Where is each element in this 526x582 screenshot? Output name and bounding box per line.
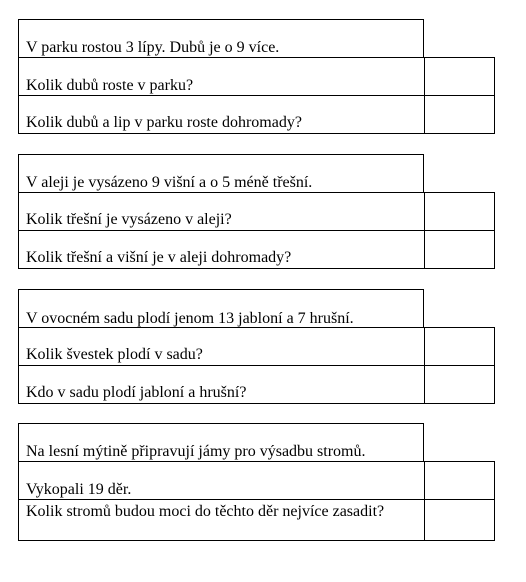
question-cell [18, 365, 425, 404]
statement-text: Na lesní mýtině připravují jámy pro výsadbu stromů. [26, 443, 366, 460]
statement-text: V parku rostou 3 lípy. Dubů je o 9 více. [26, 39, 280, 56]
question-cell [18, 230, 425, 269]
question-text: Kdo v sadu plodí jabloní a hrušní? [26, 384, 247, 401]
question-cell [18, 57, 425, 96]
question-cell [18, 192, 425, 231]
question-text: Kolik stromů budou moci do těchto děr nejvíce zasadit? [26, 503, 385, 520]
question-cell [18, 499, 425, 541]
question-text: Kolik dubů a lip v parku roste dohromady? [26, 114, 302, 131]
question-text: Kolik dubů roste v parku? [26, 77, 194, 94]
question-text: Kolik švestek plodí v sadu? [26, 346, 203, 363]
question-cell [18, 461, 425, 500]
answer-cell[interactable] [424, 461, 495, 500]
statement-cell [18, 289, 424, 328]
question-cell [18, 327, 425, 366]
question-text: Kolik třešní a višní je v aleji dohromady? [26, 249, 292, 266]
question-cell [18, 95, 425, 134]
statement-cell [18, 19, 424, 58]
statement-text: V ovocném sadu plodí jenom 13 jabloní a 7 hrušní. [26, 310, 354, 327]
statement-cell [18, 423, 424, 462]
answer-cell[interactable] [424, 230, 495, 269]
question-text: Kolik třešní je vysázeno v aleji? [26, 211, 232, 228]
answer-cell[interactable] [424, 499, 495, 541]
statement-text: V aleji je vysázeno 9 višní a o 5 méně třešní. [26, 174, 313, 191]
answer-cell[interactable] [424, 365, 495, 404]
question-text: Vykopali 19 děr. [26, 481, 132, 498]
statement-cell [18, 154, 424, 193]
answer-cell[interactable] [424, 57, 495, 96]
answer-cell[interactable] [424, 192, 495, 231]
answer-cell[interactable] [424, 95, 495, 134]
answer-cell[interactable] [424, 327, 495, 366]
